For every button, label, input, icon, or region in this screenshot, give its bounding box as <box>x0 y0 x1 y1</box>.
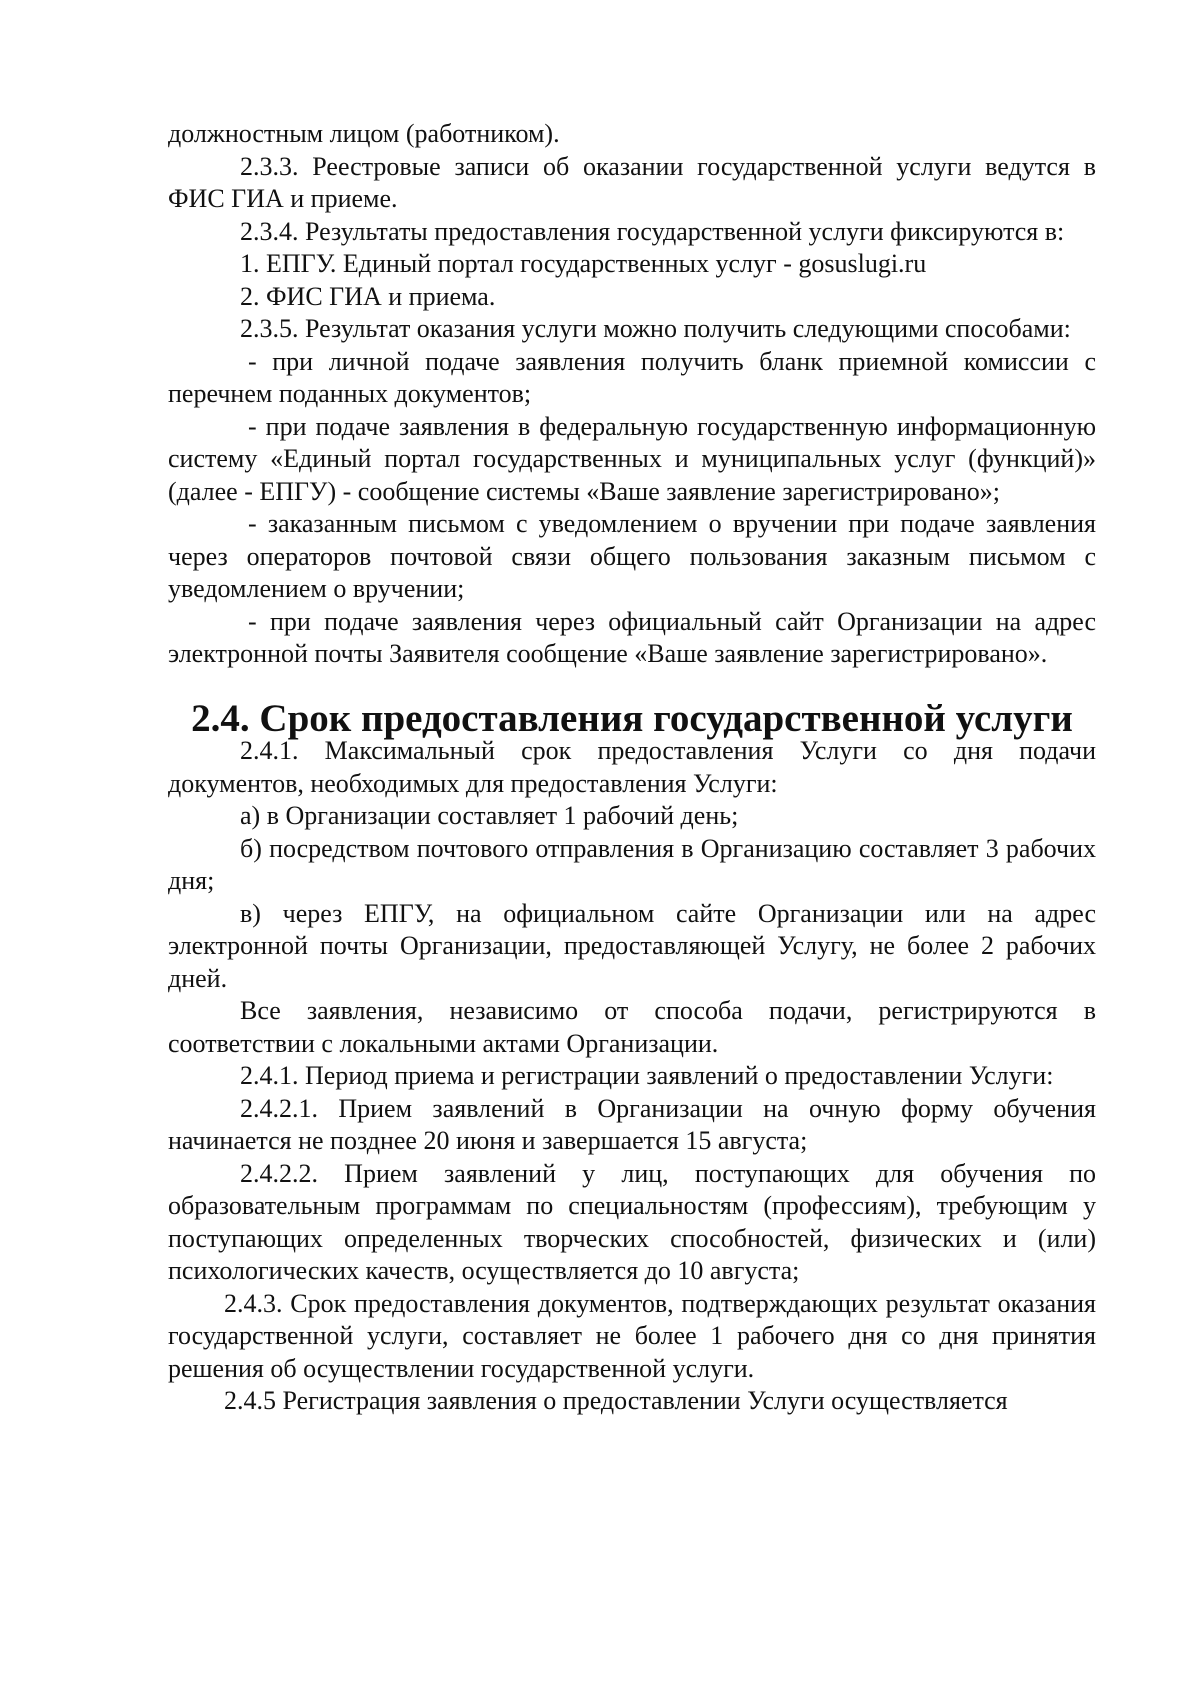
paragraph-2-4-3: 2.4.3. Срок предоставления документов, подтверждающих результат оказания государственной услуги, составляет не более 1 рабочего дня со дня принятия решения об осуществлении государственной услуги. <box>168 1288 1096 1383</box>
list-item-epgu: 1. ЕПГУ. Единый портал государственных услуг - gosuslugi.ru <box>240 249 927 278</box>
paragraph-registration-note: Все заявления, независимо от способа подачи, регистрируются в соответствии с локальными актами Организации. <box>168 996 1096 1058</box>
paragraph-2-3-3: 2.3.3. Реестровые записи об оказании государственной услуги ведутся в ФИС ГИА и приеме. <box>168 151 1096 213</box>
dash-item-mail: - заказанным письмом с уведомлением о вручении при подаче заявления через операторов почтовой связи общего пользования заказным письмом с уведомлением о вручении; <box>168 509 1096 603</box>
list-item-b: б) посредством почтового отправления в Организацию составляет 3 рабочих дня; <box>168 833 1096 895</box>
document-page <box>168 118 1096 1418</box>
paragraph-2-4-2-1: 2.4.2.1. Прием заявлений в Организации на очную форму обучения начинается не позднее 20 июня и завершается 15 августа; <box>168 1093 1096 1155</box>
list-item-fis-gia: 2. ФИС ГИА и приема. <box>240 281 496 311</box>
dash-item-website: - при подаче заявления через официальный сайт Организации на адрес электронной почты Заявителя сообщение «Ваше заявление зарегистрировано». <box>168 606 1096 668</box>
paragraph-2-3-5: 2.3.5. Результат оказания услуги можно получить следующими способами: <box>240 314 1071 343</box>
paragraph-2-4-2-2: 2.4.2.2. Прием заявлений у лиц, поступающих для обучения по образовательным программам по специальностям (профессиям), требующим у поступающих определенных творческих способностей, физических и (или) психологических качеств, осуществляется до 10 августа; <box>168 1158 1096 1285</box>
dash-item-epgu: - при подаче заявления в федеральную государственную информационную систему «Единый портал государственных и муниципальных услуг (функций)» (далее - ЕПГУ) - сообщение системы «Ваше заявление зарегистрировано»; <box>168 411 1096 506</box>
paragraph-2-4-1: 2.4.1. Максимальный срок предоставления Услуги со дня подачи документов, необходимых для предоставления Услуги: <box>168 736 1096 798</box>
paragraph-2-4-5: 2.4.5 Регистрация заявления о предоставлении Услуги осуществляется <box>224 1386 1008 1415</box>
list-item-v: в) через ЕПГУ, на официальном сайте Организации или на адрес электронной почты Организации, предоставляющей Услугу, не более 2 рабочих дней. <box>168 898 1096 993</box>
dash-item-personal: - при личной подаче заявления получить бланк приемной комиссии с перечнем поданных документов; <box>168 346 1096 408</box>
list-item-a: а) в Организации составляет 1 рабочий день; <box>240 801 739 830</box>
paragraph-2-3-4: 2.3.4. Результаты предоставления государственной услуги фиксируются в: <box>240 216 1065 246</box>
paragraph-2-4-1-period: 2.4.1. Период приема и регистрации заявлений о предоставлении Услуги: <box>240 1061 1054 1090</box>
paragraph-continuation: должностным лицом (работником). <box>168 119 560 148</box>
section-heading-2-4: 2.4. Срок предоставления государственной услуги <box>191 696 1073 740</box>
